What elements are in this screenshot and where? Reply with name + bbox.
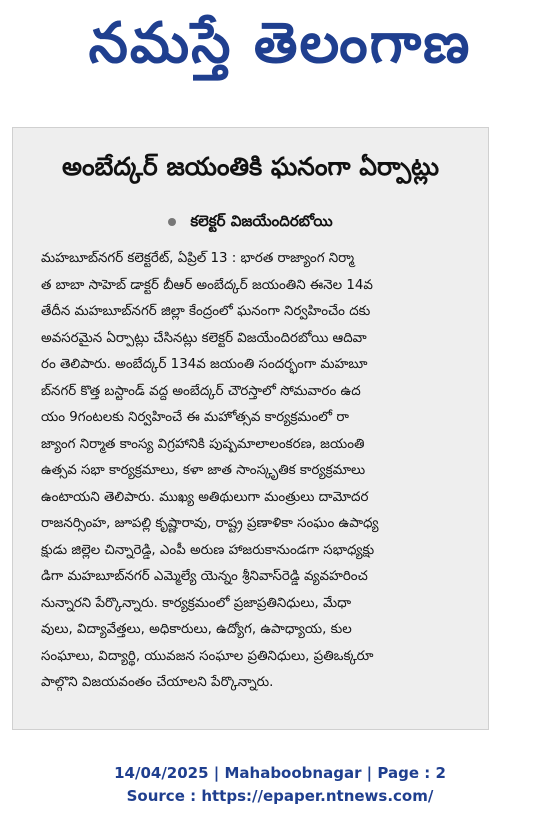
body-line: యం 9గంటలకు నిర్వహించే ఈ మహోత్సవ కార్యక్రమంలో రా [41,410,349,425]
article-body [41,246,476,697]
body-line: బ్‌నగర్ కొత్త బస్టాండ్ వద్ద అంబేద్కర్ చౌరస్తాలో సోమవారం ఉద [41,383,361,399]
article-headline: అంబేద్కర్ జయంతికి ఘనంగా ఏర్పాట్లు [61,152,440,181]
body-line: సంఘాలు, విద్యార్థి, యువజన సంఘాల ప్రతినిధులు, ప్రతిఒక్కరూ [41,648,374,664]
body-line: డిగా మహబూబ్‌నగర్ ఎమ్మెల్యే యెన్నం శ్రీనివాస్‌రెడ్డి వ్యవహరించ [41,569,368,584]
body-line: రాజనర్సింహ, జూపల్లి కృష్ణారావు, రాష్ట్ర ప్రణాళికా సంఘం ఉపాధ్య [41,516,379,531]
body-line: త బాబా సాహెబ్ డాక్టర్ బీఆర్ అంబేద్కర్ జయంతిని ఈనెల 14వ [41,277,373,293]
footer-date-edition: 14/04/2025 | Mahaboobnagar | Page : 2 [114,764,446,782]
body-line: వులు, విద్యావేత్తలు, అధికారులు, ఉద్యోగ, ఉపాధ్యాయ, కుల [41,622,352,637]
body-line: ఉత్సవ సభా కార్యక్రమాలు, కళా జాత సాంస్కృతిక కార్యక్రమాలు [41,463,366,478]
body-line: నున్నారని పేర్కొన్నారు. కార్యక్రమంలో ప్రజాప్రతినిధులు, మేధా [41,595,352,611]
bullet-icon [168,218,176,226]
body-line: క్షుడు జిల్లెల చిన్నారెడ్డి, ఎంపీ అరుణ హాజరుకానుండగా సభాధ్యక్షు [41,542,375,558]
body-line: రం తెలిపారు. అంబేద్కర్ 134వ జయంతి సందర్భంగా మహబూ [41,357,368,372]
footer-source: Source : https://epaper.ntnews.com/ [126,787,434,805]
byline-text: కలెక్టర్ విజయేందిరబోయి [190,212,333,230]
body-line: అవసరమైన ఏర్పాట్లు చేసినట్లు కలెక్టర్ విజయేందిరబోయి ఆదివా [41,330,367,346]
body-line: మహబూబ్‌నగర్ కలెక్టరేట్, ఏప్రిల్ 13 : భారత రాజ్యాంగ నిర్మా [41,251,355,266]
masthead [0,0,560,100]
news-clipping [12,127,489,730]
body-line: తేదీన మహబూబ్‌నగర్ జిల్లా కేంద్రంలో ఘనంగా నిర్వహించేం దకు [41,304,371,319]
body-line: జ్యాంగ నిర్మాత కాంస్య విగ్రహానికి పుష్పమాలాలంకరణ, జయంతి [41,436,365,452]
newspaper-logo-title: నమస్తే తెలంగాణ [88,10,472,76]
body-line: పాల్గొని విజయవంతం చేయాలని పేర్కొన్నారు. [41,675,274,690]
article-byline [13,212,488,234]
body-line: ఉంటాయని తెలిపారు. ముఖ్య అతిథులుగా మంత్రులు దామోదర [41,489,369,505]
